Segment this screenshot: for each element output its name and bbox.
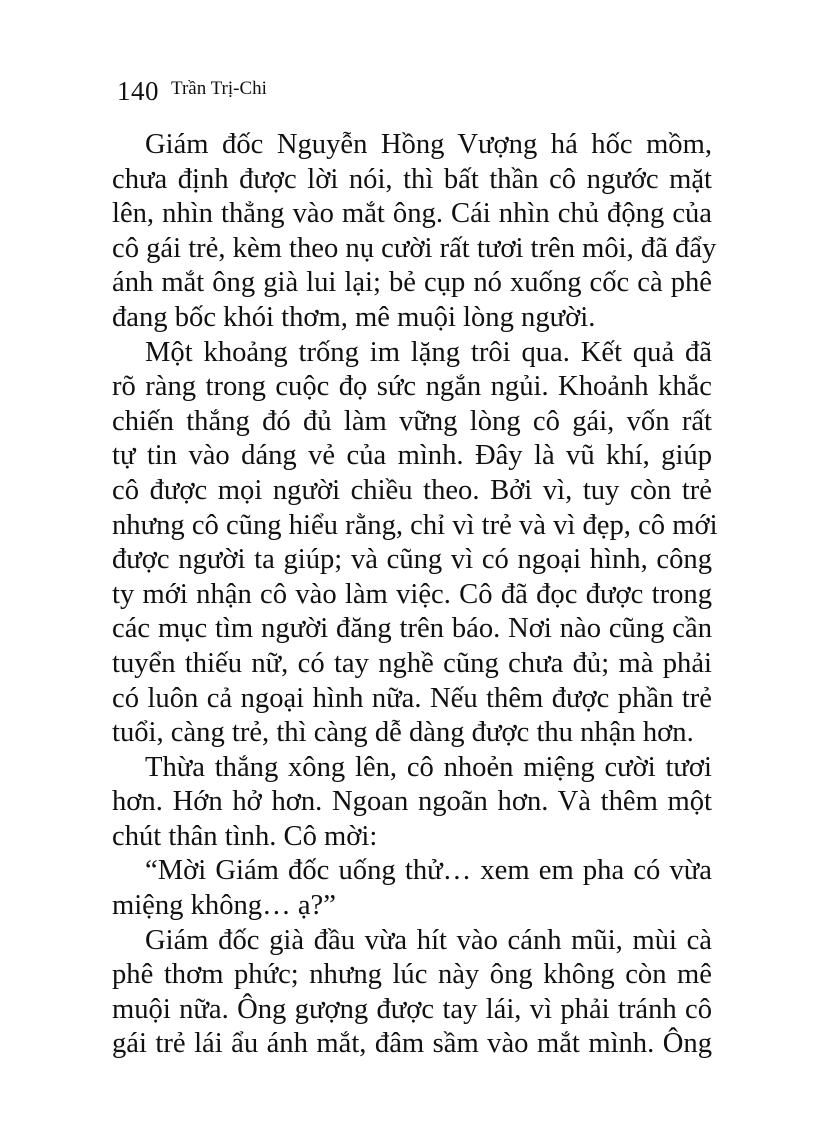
text-line: nhưng cô cũng hiểu rằng, chỉ vì trẻ và vì đẹp, cô mới (112, 509, 718, 541)
text-line: gái trẻ lái ẩu ánh mắt, đâm sầm vào mắt mình. Ông (112, 1028, 712, 1060)
text-line: cô gái trẻ, kèm theo nụ cười rất tươi trên môi, đã đẩy (112, 232, 717, 264)
text-line: lên, nhìn thẳng vào mắt ông. Cái nhìn chủ động của (112, 198, 712, 230)
text-line: muội nữa. Ông gượng được tay lái, vì phải tránh cô (112, 993, 712, 1025)
text-line: miệng không… ạ?” (112, 890, 336, 922)
text-line: “Mời Giám đốc uống thử… xem em pha có vừa (145, 855, 712, 887)
text-line: tuyển thiếu nữ, có tay nghề cũng chưa đủ; mà phải (112, 647, 712, 679)
text-line: hơn. Hớn hở hơn. Ngoan ngoãn hơn. Và thêm một (112, 786, 712, 818)
text-line: chiến thắng đó đủ làm vững lòng cô gái, vốn rất (112, 405, 712, 437)
text-line: tuổi, càng trẻ, thì càng dễ dàng được thu nhận hơn. (112, 717, 694, 749)
text-line: Thừa thắng xông lên, cô nhoẻn miệng cười tươi (145, 751, 712, 783)
text-line: có luôn cả ngoại hình nữa. Nếu thêm được phần trẻ (112, 682, 712, 714)
text-line: Giám đốc già đầu vừa hít vào cánh mũi, mùi cà (145, 924, 712, 956)
page-header (117, 76, 267, 107)
text-line: Giám đốc Nguyễn Hồng Vượng há hốc mồm, (145, 129, 712, 160)
text-line: cô được mọi người chiều theo. Bởi vì, tuy còn trẻ (112, 474, 712, 506)
body-text (112, 128, 718, 1062)
text-line: ty mới nhận cô vào làm việc. Cô đã đọc được trong (112, 578, 712, 610)
text-line: được người ta giúp; và cũng vì có ngoại hình, công (112, 544, 712, 576)
text-line: Một khoảng trống im lặng trôi qua. Kết quả đã (145, 336, 712, 368)
text-line: tự tin vào dáng vẻ của mình. Đây là vũ khí, giúp (112, 440, 712, 472)
text-line: chưa định được lời nói, thì bất thần cô ngước mặt (112, 163, 712, 195)
page-number: 140 (117, 76, 159, 106)
text-line: chút thân tình. Cô mời: (112, 820, 378, 852)
text-line: rõ ràng trong cuộc đọ sức ngắn ngủi. Khoảnh khắc (112, 371, 712, 403)
text-line: ánh mắt ông già lui lại; bẻ cụp nó xuống cốc cà phê (112, 267, 712, 299)
text-line: các mục tìm người đăng trên báo. Nơi nào cũng cần (112, 613, 712, 645)
running-title: Trần Trị-Chi (171, 78, 267, 99)
text-line: phê thơm phức; nhưng lúc này ông không còn mê (112, 959, 712, 991)
text-line: đang bốc khói thơm, mê muội lòng người. (112, 301, 596, 333)
